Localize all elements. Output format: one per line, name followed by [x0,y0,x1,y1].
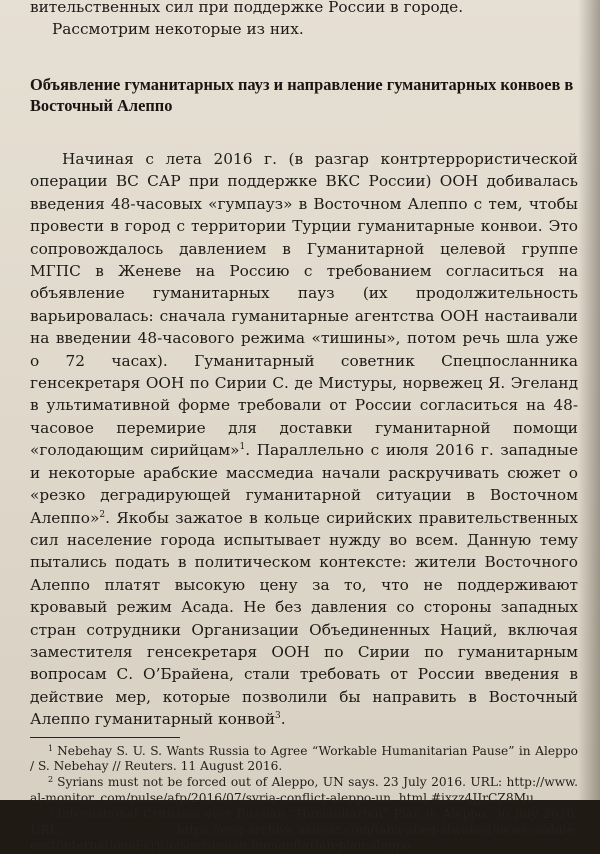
footnote-3 [30,807,578,853]
paragraph-part-2: . Параллельно с июля 2016 г. западные и некоторые арабские массмедиа начали раскручивать сюжет о «резко деградирующей гуманитарной ситуации в Восточном Алеппо» [30,441,578,527]
footnote-number: 2 [48,775,54,785]
paragraph-part-3: . Якобы зажатое в кольце сирийских правительственных сил население города испытывает нужду во всем. Данную тему пытались подать в политическом контексте: жители Восточного Алеппо платят высокую цену за то, что не поддерживают кровавый режим Асада. Не без давления со стороны западных стран сотрудники Организации Объединенных Наций, включая заместителя генсекретаря ООН по Сирии по гуманитарным вопросам С. О’Брайена, стали требовать от России введения в действие мер, которые позволили бы направить в Восточный Алеппо гуманитарный конвой [30,508,578,729]
footnote-2 [30,775,578,806]
intro-text [30,0,578,40]
intro-line-1: вительственных сил при поддержке России в городе. [30,0,464,16]
footnote-separator [30,737,180,738]
footnote-text: Syrians must not be forced out of Aleppo, UN says. 23 July 2016. URL: http://www. al-monitor. com/pulse/afp/2016/07/syria-conflict-aleppo-un. html #ixzz4JJrCZ8Mu [30,775,578,805]
section-heading: Объявление гуманитарных пауз и направление гуманитарных конвоев в Восточный Алеппо [30,75,574,115]
footnote-number: 1 [48,743,54,753]
footnote-text: International Criticism over Russian “Humanitarian” Plan in Aleppo. 30 July 2016. URL: https://eng-archive.aawsat.com/taha-abed-alwahed/news-middle-east/international-criticism-russian-humanitarian-plan-aleppo [30,807,578,852]
body-text [30,148,578,731]
body-paragraph [30,148,578,731]
page-content [30,0,578,854]
footnotes [30,744,578,854]
footnote-number: 3 [48,807,54,817]
footnote-ref-3: 3 [275,711,281,722]
paragraph-part-4: . [280,710,286,729]
footnote-ref-1: 1 [239,442,246,453]
intro-line-2: Рассмотрим некоторые из них. [52,20,304,38]
footnote-1 [30,744,578,775]
footnote-text: Nebehay S. U. S. Wants Russia to Agree “Workable Humanitarian Pause” in Aleppo / S. Nebehay // Reuters. 11 August 2016. [30,743,578,773]
paragraph-part-1: Начиная с лета 2016 г. (в разгар контртеррористической операции ВС САР при поддержке ВКС России) ООН добивалась введения 48-часовых «гумпауз» в Восточном Алеппо с тем, чтобы провести в город с территории Турции гуманитарные конвои. Это сопровождалось давлением в Гуманитарной целевой группе МГПС в Женеве на Россию с требованием согласиться на объявление гуманитарных пауз (их продолжительность варьировалась: сначала гуманитарные агентства ООН настаивали на введении 48-часового режима «тишины», потом речь шла уже о 72 часах). Гуманитарный советник Спецпосланника генсекретаря ООН по Сирии С. де Мистуры, норвежец Я. Эгеланд в ультимативной форме требовали от России согласиться на 48-часовое перемирие для доставки гуманитарной помощи «голодающим сирийцам» [30,150,578,460]
footnote-ref-2: 2 [99,509,106,520]
